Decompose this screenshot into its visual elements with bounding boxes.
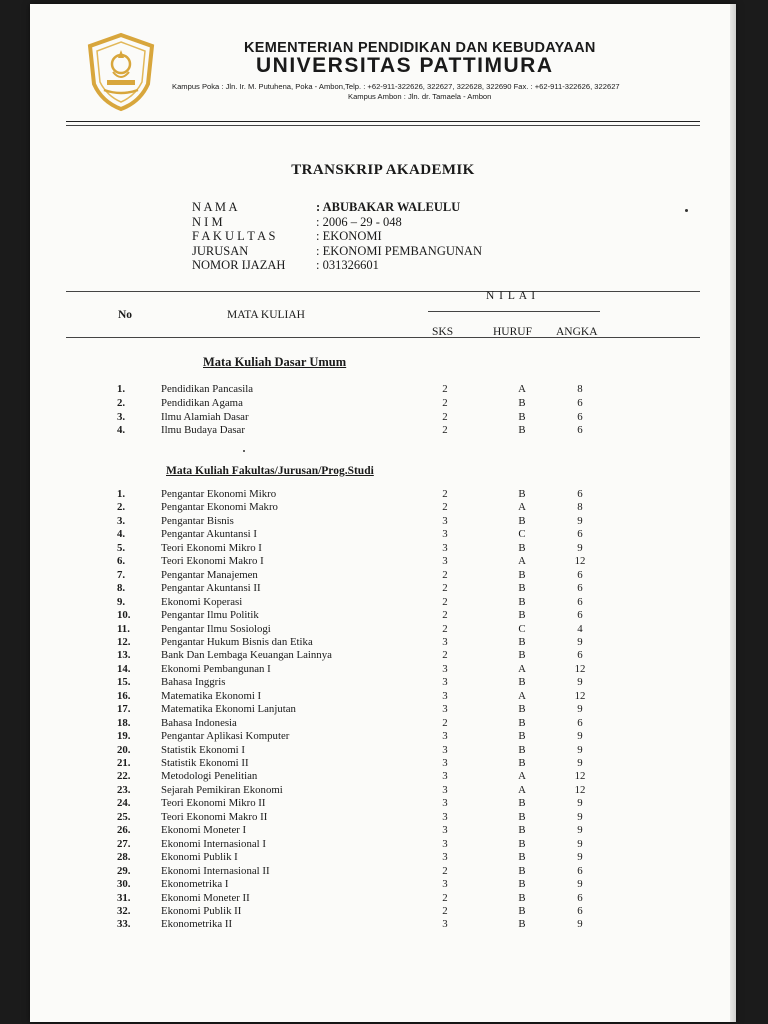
table-row (30, 703, 736, 717)
course-grade-letter: A (518, 783, 526, 796)
course-number: 26. (117, 824, 131, 837)
course-grade-letter: B (518, 891, 526, 904)
course-sks: 2 (442, 622, 448, 635)
course-sks: 3 (442, 703, 448, 716)
course-grade-number: 12 (574, 662, 586, 675)
course-number: 4. (117, 528, 126, 541)
course-number: 30. (117, 878, 131, 891)
course-sks: 2 (442, 582, 448, 595)
course-grade-letter: A (518, 555, 526, 568)
student-info-value: : ABUBAKAR WALEULU (316, 200, 461, 214)
course-grade-number: 9 (577, 541, 583, 554)
course-sks: 3 (442, 918, 448, 931)
course-sks: 3 (442, 689, 448, 702)
course-sks: 3 (442, 757, 448, 769)
table-row (30, 501, 736, 515)
course-number: 8. (117, 582, 126, 595)
table-row (30, 878, 736, 892)
student-info-row (192, 229, 482, 244)
student-info-value: : EKONOMI PEMBANGUNAN (316, 243, 482, 258)
table-row (30, 784, 736, 798)
course-number: 1. (117, 383, 126, 395)
course-grade-number: 6 (577, 396, 583, 409)
course-sks: 3 (442, 824, 448, 837)
university-name: UNIVERSITAS PATTIMURA (256, 54, 554, 77)
course-grade-letter: B (518, 716, 526, 729)
course-name: Statistik Ekonomi II (161, 757, 249, 769)
transcript-page (30, 4, 736, 1022)
course-name: Pengantar Ekonomi Makro (161, 501, 278, 514)
course-number: 14. (117, 662, 131, 675)
course-sks: 3 (442, 635, 448, 648)
course-grade-number: 9 (577, 837, 583, 850)
course-number: 24. (117, 797, 131, 810)
table-row (30, 663, 736, 677)
student-info-row (192, 244, 482, 259)
course-name: Bahasa Indonesia (161, 716, 237, 729)
course-grade-number: 9 (577, 743, 583, 756)
course-sks: 3 (442, 528, 448, 541)
course-grade-number: 9 (577, 797, 583, 810)
table-row (30, 488, 736, 502)
course-sks: 2 (442, 595, 448, 608)
course-number: 11. (117, 622, 130, 635)
course-sks: 3 (442, 676, 448, 689)
table-row (30, 649, 736, 663)
course-sks: 2 (442, 864, 448, 877)
table-row (30, 515, 736, 529)
course-grade-number: 6 (577, 488, 583, 500)
course-grade-number: 6 (577, 864, 583, 877)
course-name: Pengantar Ilmu Sosiologi (161, 622, 271, 635)
course-name: Ekonomi Internasional II (161, 864, 270, 877)
course-grade-number: 12 (574, 783, 586, 796)
course-name: Ekonomi Publik II (161, 904, 242, 917)
course-grade-letter: A (518, 770, 526, 783)
course-grade-letter: B (518, 703, 526, 716)
course-name: Teori Ekonomi Mikro II (161, 797, 266, 810)
course-name: Ekonomi Moneter II (161, 891, 250, 904)
table-header-rule (66, 337, 700, 338)
student-info-label: NOMOR IJAZAH (192, 258, 286, 272)
course-grade-number: 9 (577, 514, 583, 527)
course-sks: 2 (442, 891, 448, 904)
course-grade-letter: B (518, 410, 526, 423)
course-sks: 2 (442, 383, 448, 395)
course-number: 33. (117, 918, 131, 931)
course-grade-number: 9 (577, 676, 583, 689)
course-sks: 2 (442, 396, 448, 409)
course-number: 23. (117, 783, 131, 796)
course-grade-number: 6 (577, 595, 583, 608)
course-sks: 3 (442, 878, 448, 891)
course-grade-number: 6 (577, 609, 583, 622)
course-name: Bank Dan Lembaga Keuangan Lainnya (161, 649, 332, 662)
course-number: 6. (117, 555, 126, 568)
course-sks: 3 (442, 770, 448, 783)
table-row (30, 555, 736, 569)
table-row (30, 542, 736, 556)
course-number: 2. (117, 501, 126, 514)
course-sks: 3 (442, 541, 448, 554)
course-sks: 3 (442, 743, 448, 756)
course-sks: 2 (442, 649, 448, 662)
course-grade-letter: B (518, 851, 526, 864)
course-grade-letter: B (518, 810, 526, 823)
course-number: 19. (117, 730, 131, 743)
course-name: Pengantar Bisnis (161, 514, 234, 527)
course-number: 25. (117, 810, 131, 823)
course-grade-number: 6 (577, 891, 583, 904)
table-row (30, 528, 736, 542)
student-info-label: N I M (192, 214, 223, 229)
table-row (30, 811, 736, 825)
course-grade-number: 9 (577, 918, 583, 931)
speck (243, 450, 245, 452)
course-grade-number: 9 (577, 810, 583, 823)
course-grade-number: 6 (577, 716, 583, 729)
course-grade-number: 9 (577, 878, 583, 891)
student-info-value: : 2006 – 29 - 048 (316, 214, 402, 229)
course-grade-number: 9 (577, 635, 583, 648)
course-number: 13. (117, 649, 131, 662)
course-grade-letter: B (518, 635, 526, 648)
student-info-label: N A M A (192, 200, 238, 214)
course-name: Pengantar Hukum Bisnis dan Etika (161, 635, 313, 648)
table-row (30, 582, 736, 596)
student-info-value: : 031326601 (316, 258, 379, 272)
course-grade-number: 6 (577, 528, 583, 541)
course-number: 9. (117, 595, 126, 608)
nilai-underline (428, 311, 600, 312)
course-sks: 3 (442, 555, 448, 568)
course-name: Pengantar Ekonomi Mikro (161, 488, 277, 500)
course-number: 31. (117, 891, 131, 904)
course-name: Pengantar Ilmu Politik (161, 609, 259, 622)
course-grade-letter: B (518, 878, 526, 891)
course-name: Ekonomi Koperasi (161, 595, 243, 608)
table-row (30, 717, 736, 731)
course-number: 3. (117, 410, 126, 423)
table-row (30, 730, 736, 744)
course-grade-letter: A (518, 662, 526, 675)
table-row (30, 918, 736, 932)
course-grade-letter: C (518, 528, 526, 541)
course-grade-number: 12 (574, 770, 586, 783)
course-name: Sejarah Pemikiran Ekonomi (161, 783, 283, 796)
speck (685, 209, 688, 212)
student-info-row (192, 200, 482, 215)
course-name: Pengantar Manajemen (161, 568, 258, 581)
course-grade-letter: B (518, 488, 526, 500)
no-header: No (118, 309, 133, 321)
course-number: 22. (117, 770, 131, 783)
course-grade-number: 6 (577, 424, 583, 437)
course-name: Metodologi Penelitian (161, 770, 258, 783)
header-divider (66, 121, 700, 122)
table-row (30, 397, 736, 411)
table-row (30, 609, 736, 623)
course-name: Pengantar Aplikasi Komputer (161, 730, 290, 743)
course-name: Statistik Ekonomi I (161, 743, 245, 756)
course-sks: 2 (442, 424, 448, 437)
student-info-row (192, 258, 482, 273)
course-grade-letter: B (518, 541, 526, 554)
course-name: Pendidikan Pancasila (161, 383, 254, 395)
table-row (30, 690, 736, 704)
course-name: Pengantar Akuntansi I (161, 528, 257, 541)
course-sks: 3 (442, 514, 448, 527)
table-row (30, 569, 736, 583)
student-info-value: : EKONOMI (316, 229, 382, 243)
course-grade-number: 12 (574, 689, 586, 702)
course-sks: 3 (442, 851, 448, 864)
course-grade-number: 6 (577, 904, 583, 917)
angka-header: ANGKA (556, 326, 598, 338)
course-number: 20. (117, 743, 131, 756)
course-number: 21. (117, 757, 131, 769)
course-name: Ilmu Alamiah Dasar (161, 410, 249, 423)
course-grade-number: 9 (577, 730, 583, 743)
course-name: Ekonometrika I (161, 878, 229, 891)
course-grade-letter: B (518, 609, 526, 622)
course-number: 29. (117, 864, 131, 877)
course-number: 28. (117, 851, 131, 864)
table-row (30, 797, 736, 811)
section-general-title: Mata Kuliah Dasar Umum (203, 355, 347, 369)
course-name: Teori Ekonomi Mikro I (161, 541, 262, 554)
course-grade-letter: A (518, 689, 526, 702)
course-name: Ekonomi Moneter I (161, 824, 247, 837)
course-grade-number: 6 (577, 649, 583, 662)
course-grade-number: 6 (577, 568, 583, 581)
course-grade-letter: B (518, 743, 526, 756)
table-row (30, 892, 736, 906)
huruf-header: HURUF (493, 326, 532, 338)
course-number: 32. (117, 904, 131, 917)
course-sks: 3 (442, 837, 448, 850)
table-row (30, 424, 736, 438)
table-row (30, 905, 736, 919)
course-grade-letter: A (518, 501, 526, 514)
course-grade-letter: B (518, 595, 526, 608)
course-sks: 2 (442, 501, 448, 514)
course-grade-letter: A (518, 383, 526, 395)
table-row (30, 824, 736, 838)
course-sks: 3 (442, 662, 448, 675)
sks-header: SKS (432, 326, 454, 338)
course-grade-letter: B (518, 837, 526, 850)
university-seal-icon (82, 32, 160, 112)
course-grade-letter: B (518, 676, 526, 689)
course-number: 12. (117, 635, 131, 648)
course-grade-letter: B (518, 797, 526, 810)
course-grade-letter: B (518, 582, 526, 595)
course-grade-letter: B (518, 396, 526, 409)
table-row (30, 623, 736, 637)
table-row (30, 636, 736, 650)
course-name: Matematika Ekonomi Lanjutan (161, 703, 296, 716)
course-grade-number: 8 (577, 383, 583, 395)
table-row (30, 383, 736, 397)
course-grade-letter: B (518, 424, 526, 437)
course-sks: 2 (442, 488, 448, 500)
course-grade-number: 9 (577, 703, 583, 716)
course-name: Ekonometrika II (161, 918, 233, 931)
course-sks: 2 (442, 716, 448, 729)
course-grade-number: 6 (577, 410, 583, 423)
course-number: 18. (117, 716, 131, 729)
course-number: 2. (117, 396, 126, 409)
course-grade-letter: B (518, 918, 526, 931)
course-grade-letter: B (518, 864, 526, 877)
course-grade-number: 9 (577, 824, 583, 837)
course-grade-letter: B (518, 514, 526, 527)
course-number: 16. (117, 689, 131, 702)
table-row (30, 770, 736, 784)
table-row (30, 865, 736, 879)
course-sks: 2 (442, 568, 448, 581)
student-info-label: JURUSAN (192, 243, 249, 258)
course-number: 7. (117, 568, 126, 581)
course-name: Matematika Ekonomi I (161, 689, 262, 702)
course-grade-letter: B (518, 904, 526, 917)
course-number: 17. (117, 703, 131, 716)
table-row (30, 757, 736, 771)
student-info (192, 200, 482, 273)
course-grade-number: 12 (574, 555, 586, 568)
course-grade-number: 8 (577, 501, 583, 514)
course-name: Ekonomi Pembangunan I (161, 662, 271, 675)
table-row (30, 851, 736, 865)
course-name: Ilmu Budaya Dasar (161, 424, 245, 437)
course-name: Pengantar Akuntansi II (161, 582, 261, 595)
course-grade-letter: B (518, 730, 526, 743)
address-poka: Kampus Poka : Jln. Ir. M. Putuhena, Poka - Ambon,Telp. : +62-911-322626, 322627, 322628, 322690 Fax. : +62-911-322626, 322627 (172, 82, 620, 91)
course-number: 3. (117, 514, 126, 527)
address-ambon: Kampus Ambon : Jln. dr. Tamaela - Ambon (348, 92, 492, 101)
course-grade-letter: B (518, 824, 526, 837)
table-row (30, 411, 736, 425)
document-title: TRANSKRIP AKADEMIK (291, 162, 475, 178)
course-number: 1. (117, 488, 126, 500)
student-info-label: F A K U L T A S (192, 229, 276, 243)
course-name: Pendidikan Agama (161, 396, 243, 409)
course-sks: 2 (442, 410, 448, 423)
table-row (30, 744, 736, 758)
course-number: 5. (117, 541, 126, 554)
course-name: Teori Ekonomi Makro II (161, 810, 268, 823)
course-grade-number: 9 (577, 851, 583, 864)
course-sks: 3 (442, 730, 448, 743)
course-grade-letter: B (518, 568, 526, 581)
course-grade-letter: B (518, 757, 526, 769)
course-grade-number: 6 (577, 582, 583, 595)
course-name: Teori Ekonomi Makro I (161, 555, 264, 568)
course-grade-letter: C (518, 622, 526, 635)
table-row (30, 676, 736, 690)
course-number: 4. (117, 424, 126, 437)
course-number: 10. (117, 609, 131, 622)
course-sks: 2 (442, 904, 448, 917)
course-header: MATA KULIAH (227, 309, 305, 321)
ministry-name: KEMENTERIAN PENDIDIKAN DAN KEBUDAYAAN (244, 40, 596, 56)
section-faculty-title: Mata Kuliah Fakultas/Jurusan/Prog.Studi (166, 465, 374, 477)
course-number: 15. (117, 676, 131, 689)
course-grade-number: 4 (577, 622, 583, 635)
table-row (30, 838, 736, 852)
course-sks: 3 (442, 797, 448, 810)
course-name: Ekonomi Publik I (161, 851, 238, 864)
course-sks: 2 (442, 609, 448, 622)
table-top-rule (66, 291, 700, 292)
course-grade-letter: B (518, 649, 526, 662)
student-info-row (192, 215, 482, 230)
course-number: 27. (117, 837, 131, 850)
course-sks: 3 (442, 810, 448, 823)
course-sks: 3 (442, 783, 448, 796)
course-name: Ekonomi Internasional I (161, 837, 266, 850)
header-divider-thin (66, 125, 700, 126)
nilai-header: N I L A I (486, 290, 537, 302)
table-row (30, 596, 736, 610)
course-grade-number: 9 (577, 757, 583, 769)
course-name: Bahasa Inggris (161, 676, 226, 689)
